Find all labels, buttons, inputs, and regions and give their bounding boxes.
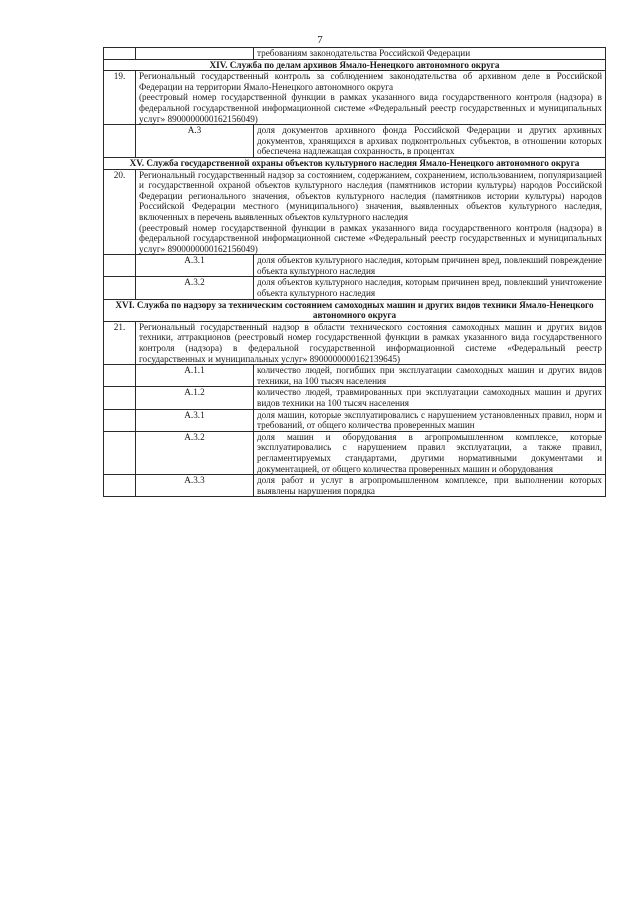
indicator-code: А.1.1: [136, 365, 254, 387]
indicator-row: [104, 125, 606, 158]
indicator-code: А.3.2: [136, 277, 254, 299]
indicator-row: [104, 475, 606, 497]
function-description: [136, 321, 606, 364]
function-description: [136, 169, 606, 255]
registry-text: (реестровый номер государственной функции в рамках указанного вида государственного контроля (надзора) в федеральной государственной информационной системе «Федеральный реестр государственных и муниципальных услуг» 8900000000162156049): [139, 92, 602, 124]
function-row: [104, 321, 606, 364]
indicators-table: [103, 47, 606, 497]
indicator-code: А.3.2: [136, 431, 254, 474]
section-title: XVI. Служба по надзору за техническим состоянием самоходных машин и других видов техники Ямало-Ненецкого автономного округа: [104, 299, 606, 321]
item-number: 20.: [104, 169, 136, 255]
function-description: [136, 71, 606, 125]
continuation-text: требованиям законодательства Российской Федерации: [254, 48, 606, 60]
section-heading: [104, 157, 606, 169]
indicator-row: [104, 365, 606, 387]
indicator-row: [104, 431, 606, 474]
indicator-row: [104, 387, 606, 409]
indicator-code: А.3.3: [136, 475, 254, 497]
continuation-row: [104, 48, 606, 60]
indicator-text: доля объектов культурного наследия, которым причинен вред, повлекший повреждение объекта культурного наследия: [254, 255, 606, 277]
page-number: 7: [317, 34, 323, 46]
indicator-text: доля машин и оборудования в агропромышленном комплексе, которые эксплуатировались с нарушением правил эксплуатации, а также правил, регламентируемых стандартами, другими нормативными документами и документацией, от общего количества проверенных машин и оборудования: [254, 431, 606, 474]
section-title: XV. Служба государственной охраны объектов культурного наследия Ямало-Ненецкого автономного округа: [104, 157, 606, 169]
function-row: [104, 71, 606, 125]
indicator-text: количество людей, травмированных при эксплуатации самоходных машин и других видов техники на 100 тысяч населения: [254, 387, 606, 409]
function-text: Региональный государственный надзор в области технического состояния самоходных машин и других видов техники, аттракционов (реестровый номер государственной функции в рамках указанного вида государственного контроля (надзора) в федеральной государственной информационной системе «Федеральный реестр государственных и муниципальных услуг» 8900000000162139645): [139, 321, 602, 364]
indicator-code: А.3.1: [136, 255, 254, 277]
function-row: [104, 169, 606, 255]
indicator-code: А.1.2: [136, 387, 254, 409]
indicator-row: [104, 409, 606, 431]
function-text: Региональный государственный контроль за соблюдением законодательства об архивном деле в Российской Федерации на территории Ямало-Ненецкого автономного округа: [139, 71, 602, 92]
item-number: 21.: [104, 321, 136, 364]
registry-text: (реестровый номер государственной функции в рамках указанного вида государственного контроля (надзора) в федеральной государственной информационной системе «Федеральный реестр государственных и муниципальных услуг» 8900000000162156049): [139, 222, 602, 254]
indicator-row: [104, 277, 606, 299]
section-title: XIV. Служба по делам архивов Ямало-Ненецкого автономного округа: [104, 59, 606, 71]
indicator-text: доля машин, которые эксплуатировались с нарушением установленных правил, норм и требований, от общего количества проверенных машин: [254, 409, 606, 431]
indicator-text: доля документов архивного фонда Российской Федерации и других архивных документов, хранящихся в архивах подконтрольных субъектов, в отношении которых обеспечена надлежащая сохранность, в процентах: [254, 125, 606, 158]
indicator-text: доля объектов культурного наследия, которым причинен вред, повлекший уничтожение объекта культурного наследия: [254, 277, 606, 299]
indicator-text: доля работ и услуг в агропромышленном комплексе, при выполнении которых выявлены нарушения порядка: [254, 475, 606, 497]
indicator-row: [104, 255, 606, 277]
section-heading: [104, 299, 606, 321]
indicator-code: А.3: [136, 125, 254, 158]
item-number: 19.: [104, 71, 136, 125]
function-text: Региональный государственный надзор за состоянием, содержанием, сохранением, использованием, популяризацией и государственной охраной объектов культурного наследия (памятников истории культуры) народов Российской Федерации регионального значения, объектов культурного наследия (памятников истории культуры) народов Российской Федерации местного (муниципального) значения, выявленных объектов культурного наследия, включенных в перечень выявленных объектов культурного наследия: [139, 169, 602, 222]
indicator-code: А.3.1: [136, 409, 254, 431]
section-heading: [104, 59, 606, 71]
indicator-text: количество людей, погибших при эксплуатации самоходных машин и других видов техники, на 100 тысяч населения: [254, 365, 606, 387]
